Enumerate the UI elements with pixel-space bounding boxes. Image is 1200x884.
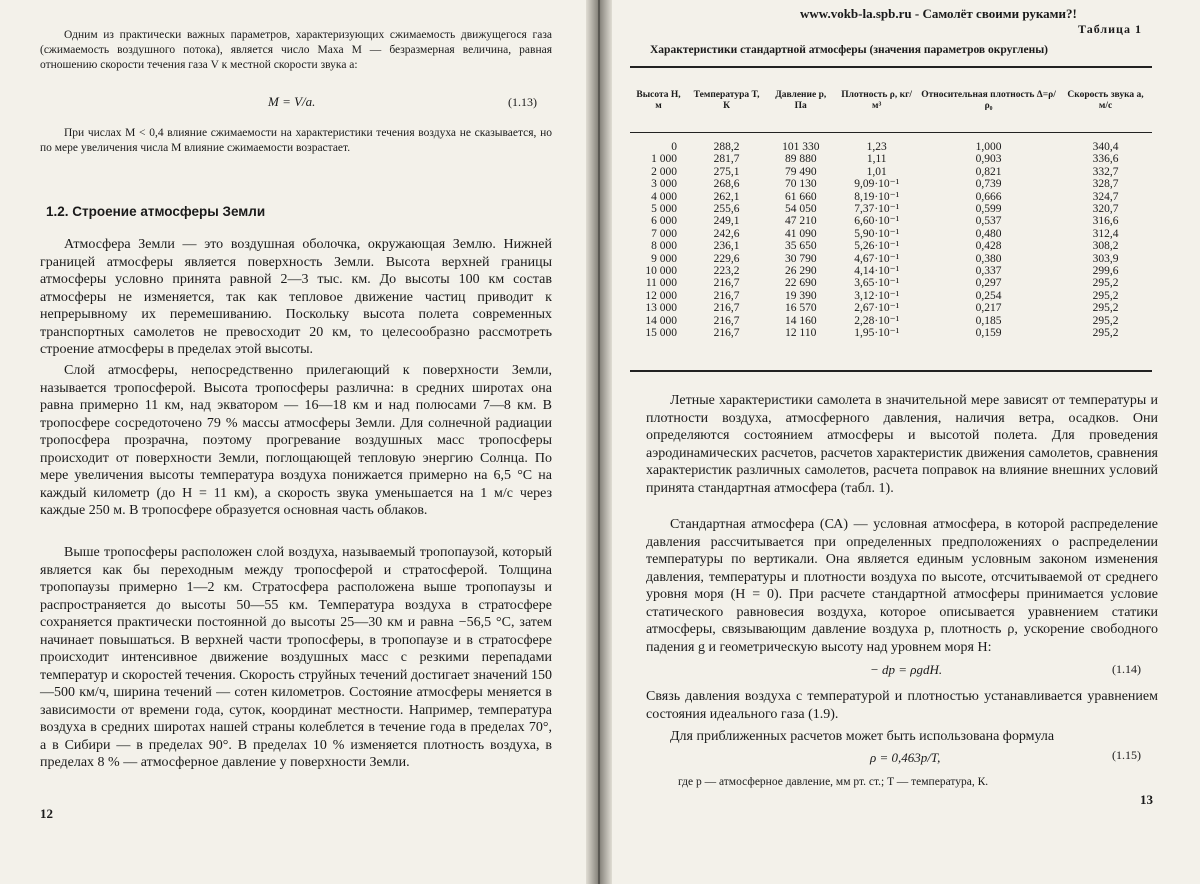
table-cell: 47 210: [784, 215, 817, 228]
table-cell: 242,6: [713, 227, 740, 240]
table-cell: 332,7: [1092, 165, 1119, 178]
left-page: [0, 0, 596, 884]
table-cell: 0,428: [975, 240, 1002, 253]
table-row: [630, 315, 1152, 327]
table-cell: 320,7: [1092, 203, 1119, 216]
table-cell: 3 000: [651, 178, 678, 191]
approximate-formula-paragraph: Для приближенных расчетов может быть использована формула: [670, 729, 1055, 744]
table-row: [630, 327, 1152, 339]
table-cell: 12 110: [785, 327, 817, 340]
table-cell: 223,2: [713, 265, 740, 278]
table-cell: 303,9: [1092, 252, 1119, 265]
table-cell: 262,1: [713, 190, 740, 203]
table-cell: 4,67·10⁻¹: [854, 252, 900, 265]
table-cell: 216,7: [713, 327, 740, 340]
table-cell: 249,1: [713, 215, 740, 228]
site-header: www.vokb-la.spb.ru - Самолёт своими руками?!: [800, 6, 1077, 21]
table-cell: 0,185: [975, 314, 1002, 327]
table-cell: 1 000: [651, 153, 678, 166]
table-cell: 308,2: [1092, 240, 1119, 253]
table-cell: 4,14·10⁻¹: [854, 265, 900, 278]
table-cell: 0,480: [975, 227, 1002, 240]
table-cell: 79 490: [784, 165, 817, 178]
formula-1-14: − dp = ρgdH.: [870, 662, 943, 677]
table-cell: 2 000: [651, 165, 678, 178]
table-cell: 295,2: [1092, 277, 1119, 290]
table-cell: 216,7: [713, 277, 740, 290]
table-cell: 70 130: [784, 178, 817, 191]
atmosphere-paragraph-3: Выше тропосферы расположен слой воздуха, называемый тропопаузой, который является как бы переходным между тропосферой и стратосферой. Толщина тропопаузы примерно 1—2 км. Стратосфера расположена выше тропопаузы и распространяется до высоты 50—55 км. Температура воздуха в стратосфере сохраняется практически постоянной до высоты 25—30 км и равна −56,5 °С, затем начинает повышаться. В верхней части тропосферы, в тропопаузе и в стратосфере происходит интенсивное движение воздушных масс с резкими перепадами температур и скоростей течения. Скорость струйных течений достигает значений 150—500 км/ч, ширина течений — сотен километров. Состояние атмосферы меняется в зависимости от времени года, суток, координат местности. Например, температура воздуха в средних широтах нашей страны колеблется в течение года в пределах 70°, а в Сибири — в пределах 90°. В пределах 10 % изменяется плотность воздуха, в пределах 8 % — атмосферное давление у поверхности Земли.: [40, 545, 552, 770]
table-row: [630, 133, 1152, 154]
table-cell: 5 000: [651, 203, 678, 216]
table-title: Характеристики стандартной атмосферы (значения параметров округлены): [650, 44, 1049, 56]
table-cell: 8,19·10⁻¹: [854, 190, 900, 203]
table-cell: 3,65·10⁻¹: [854, 277, 900, 290]
book-gutter: [586, 0, 612, 884]
table-cell: 216,7: [713, 289, 740, 302]
table-row: [630, 228, 1152, 240]
table-cell: 216,7: [713, 314, 740, 327]
table-cell: 0,159: [975, 327, 1002, 340]
table-cell: 0: [671, 141, 678, 153]
table-cell: 295,2: [1092, 327, 1119, 340]
table-row: [630, 153, 1152, 165]
table-header-cell: Высота H, м: [630, 70, 687, 133]
table-row: [630, 253, 1152, 265]
table-cell: 3,12·10⁻¹: [854, 289, 900, 302]
mach-intro-text: Одним из практически важных параметров, характеризующих сжимаемость движущегося газа (сжимаемость воздушного потока), является число Маха М — безразмерная величина, равная отношению скорости течения газа V к местной скорости звука a:: [40, 29, 552, 72]
table-cell: 35 650: [784, 240, 817, 253]
section-heading: 1.2. Строение атмосферы Земли: [46, 204, 266, 219]
table-cell: 4 000: [651, 190, 678, 203]
table-cell: 41 090: [784, 227, 817, 240]
standard-atmosphere-table: [630, 70, 1152, 340]
table-cell: 0,599: [975, 203, 1002, 216]
table-body: [630, 133, 1152, 340]
table-cell: 14 000: [645, 314, 678, 327]
atmosphere-paragraph-1: Атмосфера Земли — это воздушная оболочка, окружающая Землю. Нижней границей атмосферы является поверхность Земли. Высота верхней границы атмосферы условно принята равной 2—3 тыс. км. До высоты 100 км состав атмосферы не изменяется, так как тепловое движение частиц приводит к непрерывному их перемешиванию. Поскольку высота полета современных транспортных самолетов не превосходит 20 км, то целесообразно рассмотреть строение атмосферы в пределах этой высоты.: [40, 237, 552, 357]
table-cell: 1,01: [866, 165, 887, 178]
table-cell: 1,000: [975, 141, 1002, 153]
table-header-cell: Плотность ρ, кг/м³: [835, 70, 918, 133]
table-row: [630, 203, 1152, 215]
table-cell: 255,6: [713, 203, 740, 216]
table-top-rule: [630, 66, 1152, 68]
formula-1-15-number: (1.15): [1112, 748, 1141, 762]
table-cell: 336,6: [1092, 153, 1119, 166]
table-cell: 268,6: [713, 178, 740, 191]
table-cell: 1,95·10⁻¹: [854, 327, 900, 340]
table-cell: 2,67·10⁻¹: [854, 302, 900, 315]
table-cell: 0,297: [975, 277, 1002, 290]
table-cell: 340,4: [1092, 141, 1119, 153]
table-header-cell: Температура T, К: [687, 70, 766, 133]
footnote-text: где p — атмосферное давление, мм рт. ст.; T — температура, К.: [678, 776, 989, 788]
table-cell: 299,6: [1092, 265, 1119, 278]
flight-characteristics-paragraph: Летные характеристики самолета в значительной мере зависят от температуры и плотности воздуха, атмосферного давления, наличия ветра, осадков. Они определяются состоянием атмосферы и высотой полета. Для проведения аэродинамических расчетов, расчетов характеристик движения самолетов, сравнения характеристик различных самолетов, расчета поправок на влияние внешних условий принята стандартная атмосфера (табл. 1).: [646, 393, 1158, 496]
table-cell: 6 000: [651, 215, 678, 228]
table-row: [630, 215, 1152, 227]
table-row: [630, 265, 1152, 277]
table-cell: 328,7: [1092, 178, 1119, 191]
table-cell: 101 330: [782, 141, 820, 153]
table-row: [630, 277, 1152, 289]
table-cell: 19 390: [784, 289, 817, 302]
table-cell: 0,666: [975, 190, 1002, 203]
table-cell: 275,1: [713, 165, 740, 178]
table-cell: 7 000: [651, 227, 678, 240]
table-cell: 236,1: [713, 240, 740, 253]
formula-1-13-number: (1.13): [508, 95, 537, 109]
table-cell: 7,37·10⁻¹: [854, 203, 900, 216]
table-cell: 9,09·10⁻¹: [854, 178, 900, 191]
table-cell: 6,60·10⁻¹: [854, 215, 900, 228]
formula-1-15: ρ = 0,463p/T,: [870, 750, 941, 765]
table-cell: 11 000: [645, 277, 678, 290]
table-cell: 295,2: [1092, 314, 1119, 327]
standard-atmosphere-paragraph: Стандартная атмосфера (СА) — условная атмосфера, в которой распределение давления рассчитывается при определенных предположениях о распределении температуры по вертикали. Она является единым условным законом изменения давления, температуры и плотности воздуха по высоте, отсчитываемой от среднего уровня моря (H = 0). При расчете стандартной атмосферы принимается условие статического равновесия воздуха, которое описывается уравнением статики атмосферы, связывающим давление воздуха p, плотность ρ, ускорение свободного падения g и геометрическую высоту над уровнем моря H:: [646, 517, 1158, 655]
right-page-number: 13: [1140, 792, 1153, 807]
table-cell: 12 000: [645, 289, 678, 302]
table-cell: 10 000: [645, 265, 678, 278]
table-header-cell: Скорость звука a, м/с: [1059, 70, 1152, 133]
atmosphere-paragraph-2: Слой атмосферы, непосредственно прилегающий к поверхности Земли, называется тропосферой. Высота тропосферы различна: в средних широтах она равна примерно 11 км, над экватором — 16—18 км и над полюсами 7—8 км. В тропосфере сосредоточено 79 % массы атмосферы Земли. Для солнечной радиации тропосфера прозрачна, поэтому прогревание воздушных масс тропосферы происходит от поверхности Земли, поглощающей тепловую энергию Солнца. По мере увеличения высоты температура воздуха понижается примерно на 6,5 °С на каждый километр (до H = 11 км), а скорость звука уменьшается на 1 м/с через каждые 250 м. В тропосфере образуется основная часть облаков.: [40, 363, 552, 518]
table-cell: 89 880: [784, 153, 817, 166]
table-cell: 8 000: [651, 240, 678, 253]
table-cell: 295,2: [1092, 302, 1119, 315]
table-cell: 15 000: [645, 327, 678, 340]
table-cell: 312,4: [1092, 227, 1119, 240]
table-bottom-rule: [630, 370, 1152, 372]
table-cell: 324,7: [1092, 190, 1119, 203]
table-cell: 281,7: [713, 153, 740, 166]
table-cell: 1,11: [866, 153, 887, 166]
table-cell: 316,6: [1092, 215, 1119, 228]
table-cell: 0,739: [975, 178, 1002, 191]
table-cell: 0,537: [975, 215, 1002, 228]
table-cell: 0,380: [975, 252, 1002, 265]
table-cell: 22 690: [784, 277, 817, 290]
table-cell: 61 660: [784, 190, 817, 203]
table-row: [630, 166, 1152, 178]
table-cell: 9 000: [651, 252, 678, 265]
table-cell: 0,903: [975, 153, 1002, 166]
table-cell: 216,7: [713, 302, 740, 315]
table-row: [630, 178, 1152, 190]
table-cell: 0,217: [975, 302, 1002, 315]
table-cell: 229,6: [713, 252, 740, 265]
table-cell: 0,254: [975, 289, 1002, 302]
table-cell: 16 570: [784, 302, 817, 315]
table-row: [630, 302, 1152, 314]
left-page-number: 12: [40, 806, 53, 821]
table-row: [630, 290, 1152, 302]
table-cell: 13 000: [645, 302, 678, 315]
table-cell: 0,821: [975, 165, 1002, 178]
table-cell: 0,337: [975, 265, 1002, 278]
right-page: [600, 0, 1200, 884]
formula-1-13: M = V/a.: [268, 94, 316, 109]
table-cell: 26 290: [784, 265, 817, 278]
table-cell: 14 160: [784, 314, 817, 327]
table-label: Таблица 1: [1078, 22, 1142, 36]
table-header-cell: Давление p, Па: [766, 70, 835, 133]
table-cell: 54 050: [784, 203, 817, 216]
table-cell: 30 790: [784, 252, 817, 265]
table-cell: 5,26·10⁻¹: [854, 240, 900, 253]
table-row: [630, 191, 1152, 203]
table-cell: 1,23: [866, 141, 887, 153]
table-row: [630, 240, 1152, 252]
table-cell: 295,2: [1092, 289, 1119, 302]
gas-state-paragraph: Связь давления воздуха с температурой и плотностью устанавливается уравнением состояния идеального газа (1.9).: [646, 689, 1158, 722]
formula-1-14-number: (1.14): [1112, 662, 1141, 676]
table-cell: 2,28·10⁻¹: [854, 314, 900, 327]
table-cell: 5,90·10⁻¹: [854, 227, 900, 240]
table-cell: 288,2: [713, 141, 740, 153]
table-header-cell: Относительная плотность Δ=ρ/ρ₀: [918, 70, 1059, 133]
table-header-row: [630, 70, 1152, 133]
mach-note-text: При числах M < 0,4 влияние сжимаемости на характеристики течения воздуха не сказывается, но по мере увеличения числа M влияние сжимаемости возрастает.: [40, 127, 552, 155]
